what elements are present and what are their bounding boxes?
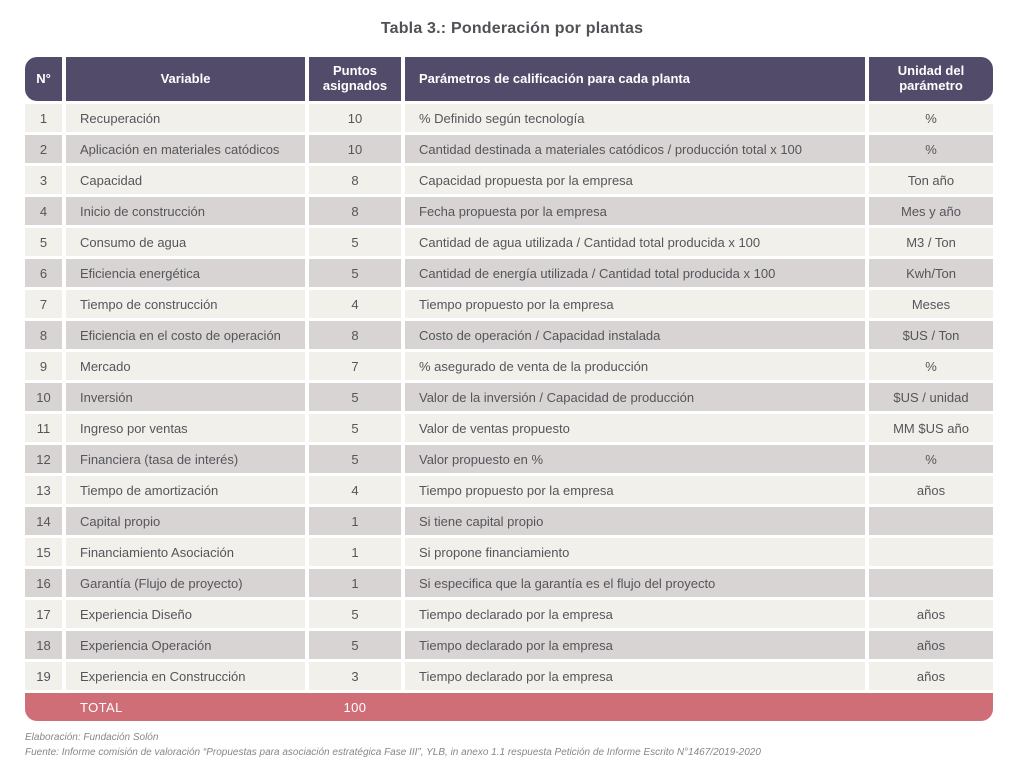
row-7-parametro: Tiempo propuesto por la empresa bbox=[405, 290, 865, 318]
row-17-variable: Experiencia Diseño bbox=[66, 600, 305, 628]
row-1-unidad: % bbox=[869, 104, 993, 132]
row-3-n: 3 bbox=[25, 166, 62, 194]
row-19-n: 19 bbox=[25, 662, 62, 690]
row-13-parametro: Tiempo propuesto por la empresa bbox=[405, 476, 865, 504]
row-19-puntos: 3 bbox=[309, 662, 401, 690]
row-16-unidad bbox=[869, 569, 993, 597]
weights-table-grid bbox=[25, 57, 993, 721]
row-16-puntos: 1 bbox=[309, 569, 401, 597]
row-16-variable: Garantía (Flujo de proyecto) bbox=[66, 569, 305, 597]
row-11-n: 11 bbox=[25, 414, 62, 442]
row-3-puntos: 8 bbox=[309, 166, 401, 194]
row-8-puntos: 8 bbox=[309, 321, 401, 349]
row-6-puntos: 5 bbox=[309, 259, 401, 287]
row-12-n: 12 bbox=[25, 445, 62, 473]
header-cell-unidad: Unidad del parámetro bbox=[869, 57, 993, 101]
row-8-unidad: $US / Ton bbox=[869, 321, 993, 349]
row-15-n: 15 bbox=[25, 538, 62, 566]
row-18-n: 18 bbox=[25, 631, 62, 659]
row-12-puntos: 5 bbox=[309, 445, 401, 473]
header-cell-puntos: Puntos asignados bbox=[309, 57, 401, 101]
row-6-variable: Eficiencia energética bbox=[66, 259, 305, 287]
row-17-n: 17 bbox=[25, 600, 62, 628]
page-title: Tabla 3.: Ponderación por plantas bbox=[380, 20, 644, 37]
row-15-parametro: Si propone financiamiento bbox=[405, 538, 865, 566]
row-14-n: 14 bbox=[25, 507, 62, 535]
row-1-parametro: % Definido según tecnología bbox=[405, 104, 865, 132]
row-5-n: 5 bbox=[25, 228, 62, 256]
row-8-variable: Eficiencia en el costo de operación bbox=[66, 321, 305, 349]
row-11-variable: Ingreso por ventas bbox=[66, 414, 305, 442]
total-points: 100 bbox=[343, 699, 367, 715]
fuente-line: Fuente: Informe comisión de valoración “Propuestas para asociación estratégica Fase III”, YLB, in anexo 1.1 respuesta Petición de Informe Escrito N°1467/2019-2020 bbox=[25, 747, 761, 758]
row-13-variable: Tiempo de amortización bbox=[66, 476, 305, 504]
row-18-variable: Experiencia Operación bbox=[66, 631, 305, 659]
row-10-puntos: 5 bbox=[309, 383, 401, 411]
row-5-unidad: M3 / Ton bbox=[869, 228, 993, 256]
total-label: TOTAL bbox=[80, 699, 123, 715]
row-14-variable: Capital propio bbox=[66, 507, 305, 535]
row-15-puntos: 1 bbox=[309, 538, 401, 566]
source-note bbox=[25, 730, 761, 760]
row-3-variable: Capacidad bbox=[66, 166, 305, 194]
row-9-n: 9 bbox=[25, 352, 62, 380]
row-11-unidad: MM $US año bbox=[869, 414, 993, 442]
row-7-n: 7 bbox=[25, 290, 62, 318]
row-3-parametro: Capacidad propuesta por la empresa bbox=[405, 166, 865, 194]
row-8-n: 8 bbox=[25, 321, 62, 349]
row-17-unidad: años bbox=[869, 600, 993, 628]
row-13-puntos: 4 bbox=[309, 476, 401, 504]
row-18-puntos: 5 bbox=[309, 631, 401, 659]
row-13-n: 13 bbox=[25, 476, 62, 504]
row-6-unidad: Kwh/Ton bbox=[869, 259, 993, 287]
row-4-variable: Inicio de construcción bbox=[66, 197, 305, 225]
row-9-unidad: % bbox=[869, 352, 993, 380]
row-6-parametro: Cantidad de energía utilizada / Cantidad total producida x 100 bbox=[405, 259, 865, 287]
row-10-variable: Inversión bbox=[66, 383, 305, 411]
row-15-unidad bbox=[869, 538, 993, 566]
row-4-unidad: Mes y año bbox=[869, 197, 993, 225]
row-7-puntos: 4 bbox=[309, 290, 401, 318]
row-1-variable: Recuperación bbox=[66, 104, 305, 132]
row-14-unidad bbox=[869, 507, 993, 535]
row-14-puntos: 1 bbox=[309, 507, 401, 535]
row-4-puntos: 8 bbox=[309, 197, 401, 225]
row-12-variable: Financiera (tasa de interés) bbox=[66, 445, 305, 473]
row-13-unidad: años bbox=[869, 476, 993, 504]
header-cell-numero: N° bbox=[25, 57, 62, 101]
row-12-parametro: Valor propuesto en % bbox=[405, 445, 865, 473]
elaboracion-line: Elaboración: Fundación Solón bbox=[25, 732, 159, 743]
row-19-variable: Experiencia en Construcción bbox=[66, 662, 305, 690]
row-12-unidad: % bbox=[869, 445, 993, 473]
row-16-parametro: Si especifica que la garantía es el flujo del proyecto bbox=[405, 569, 865, 597]
row-15-variable: Financiamiento Asociación bbox=[66, 538, 305, 566]
row-14-parametro: Si tiene capital propio bbox=[405, 507, 865, 535]
row-18-parametro: Tiempo declarado por la empresa bbox=[405, 631, 865, 659]
row-5-parametro: Cantidad de agua utilizada / Cantidad total producida x 100 bbox=[405, 228, 865, 256]
row-10-unidad: $US / unidad bbox=[869, 383, 993, 411]
row-10-parametro: Valor de la inversión / Capacidad de producción bbox=[405, 383, 865, 411]
row-2-variable: Aplicación en materiales catódicos bbox=[66, 135, 305, 163]
row-1-puntos: 10 bbox=[309, 104, 401, 132]
row-16-n: 16 bbox=[25, 569, 62, 597]
row-5-puntos: 5 bbox=[309, 228, 401, 256]
row-2-puntos: 10 bbox=[309, 135, 401, 163]
row-4-n: 4 bbox=[25, 197, 62, 225]
row-5-variable: Consumo de agua bbox=[66, 228, 305, 256]
row-2-unidad: % bbox=[869, 135, 993, 163]
row-4-parametro: Fecha propuesta por la empresa bbox=[405, 197, 865, 225]
total-row bbox=[25, 693, 993, 721]
row-2-parametro: Cantidad destinada a materiales catódicos / producción total x 100 bbox=[405, 135, 865, 163]
weights-table bbox=[25, 57, 993, 721]
row-9-puntos: 7 bbox=[309, 352, 401, 380]
row-9-parametro: % asegurado de venta de la producción bbox=[405, 352, 865, 380]
row-18-unidad: años bbox=[869, 631, 993, 659]
row-17-parametro: Tiempo declarado por la empresa bbox=[405, 600, 865, 628]
header-cell-variable: Variable bbox=[66, 57, 305, 101]
row-3-unidad: Ton año bbox=[869, 166, 993, 194]
row-7-unidad: Meses bbox=[869, 290, 993, 318]
row-19-unidad: años bbox=[869, 662, 993, 690]
row-17-puntos: 5 bbox=[309, 600, 401, 628]
row-11-puntos: 5 bbox=[309, 414, 401, 442]
row-6-n: 6 bbox=[25, 259, 62, 287]
header-cell-parametros: Parámetros de calificación para cada planta bbox=[405, 57, 865, 101]
row-19-parametro: Tiempo declarado por la empresa bbox=[405, 662, 865, 690]
row-9-variable: Mercado bbox=[66, 352, 305, 380]
row-7-variable: Tiempo de construcción bbox=[66, 290, 305, 318]
row-2-n: 2 bbox=[25, 135, 62, 163]
row-10-n: 10 bbox=[25, 383, 62, 411]
row-1-n: 1 bbox=[25, 104, 62, 132]
row-8-parametro: Costo de operación / Capacidad instalada bbox=[405, 321, 865, 349]
row-11-parametro: Valor de ventas propuesto bbox=[405, 414, 865, 442]
